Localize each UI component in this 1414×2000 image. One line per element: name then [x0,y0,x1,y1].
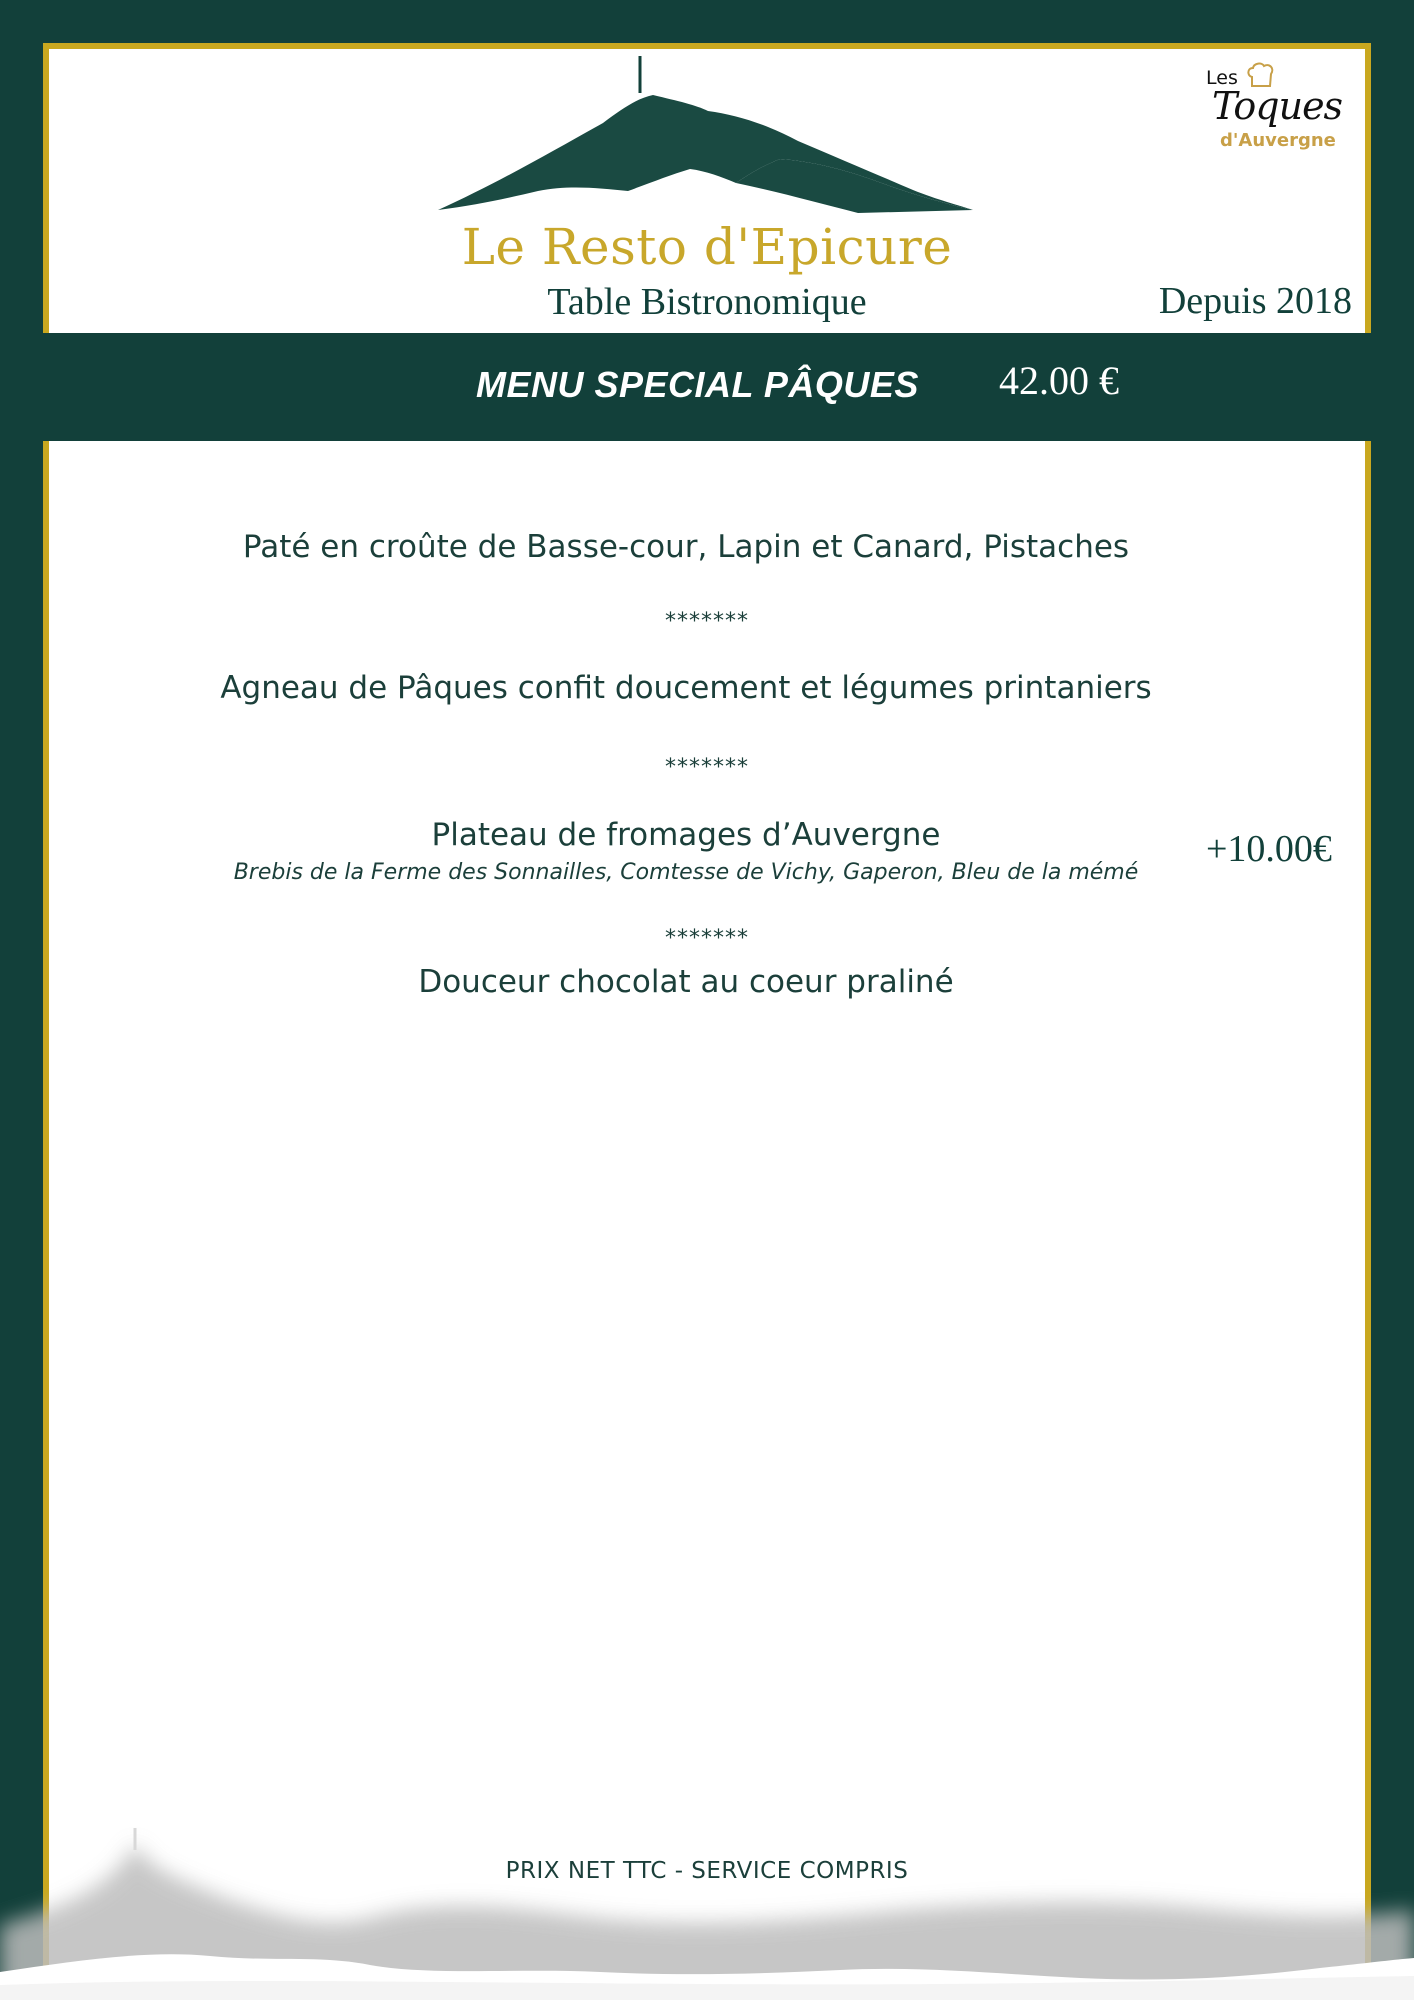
cheese-dish: Plateau de fromages d’Auvergne [431,817,941,853]
header [0,0,1414,333]
price-note: PRIX NET TTC - SERVICE COMPRIS [505,1858,909,1884]
toques-logo-line1: Les [1206,67,1238,89]
restaurant-tagline: Table Bistronomique [547,281,867,323]
restaurant-name: Le Resto d'Epicure [461,218,953,276]
cheese-description: Brebis de la Ferme des Sonnailles, Comtesse de Vichy, Gaperon, Bleu de la mémé [233,860,1139,885]
course-separator: ******* [665,755,749,780]
menu-price: 42.00 € [999,358,1119,403]
course-separator: ******* [665,926,749,951]
toques-logo-line3: d'Auvergne [1220,130,1336,151]
menu-title: MENU SPECIAL PÂQUES [476,364,919,405]
main-dish: Agneau de Pâques confit doucement et légumes printaniers [220,670,1152,706]
course-separator: ******* [665,609,749,634]
menu-banner [0,333,1414,441]
since-year: Depuis 2018 [1158,280,1352,322]
toques-auvergne-logo [1200,62,1360,157]
toques-logo-line2: Toques [1212,84,1343,128]
starter-dish: Paté en croûte de Basse-cour, Lapin et Canard, Pistaches [242,529,1130,565]
cheese-supplement-price: +10.00€ [1206,828,1332,870]
mountain-footer-decoration [0,1780,1414,2000]
mountain-icon [438,53,978,213]
dessert-dish: Douceur chocolat au coeur praliné [418,964,954,1000]
